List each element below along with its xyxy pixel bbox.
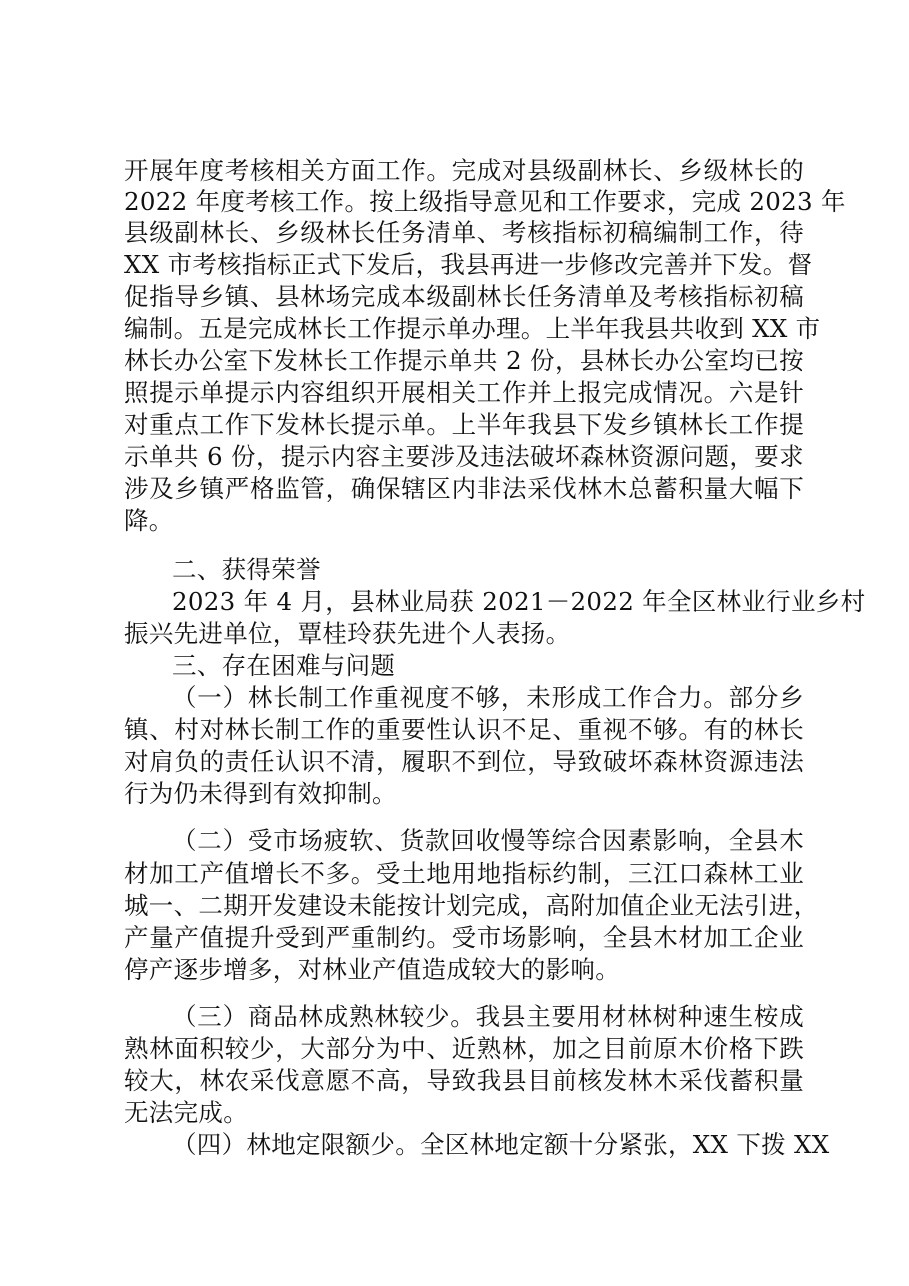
body-line: 县级副林长、乡级林长任务清单、考核指标初稿编制工作，待 — [124, 218, 804, 247]
body-line: 产量产值提升受到严重制约。受市场影响，全县木材加工企业 — [124, 923, 804, 952]
body-line: （二）受市场疲软、货款回收慢等综合因素影响，全县木 — [172, 826, 804, 855]
body-line: 镇、村对林长制工作的重要性认识不足、重视不够。有的林长 — [124, 715, 804, 744]
body-line: 城一、二期开发建设未能按计划完成，高附加值企业无法引进， — [124, 891, 819, 920]
body-line: 较大，林农采伐意愿不高，导致我县目前核发林木采伐蓄积量 — [124, 1066, 804, 1095]
body-line: （四）林地定限额少。全区林地定额十分紧张，XX 下拨 XX — [172, 1130, 830, 1159]
body-line: 无法完成。 — [124, 1098, 248, 1127]
body-line: 行为仍未得到有效抑制。 — [124, 779, 397, 808]
body-line: 振兴先进单位，覃桂玲获先进个人表扬。 — [124, 619, 571, 648]
body-line: 开展年度考核相关方面工作。完成对县级副林长、乡级林长的 — [124, 156, 804, 185]
body-line: 停产逐步增多，对林业产值造成较大的影响。 — [124, 955, 620, 984]
body-line: 2023 年 4 月，县林业局获 2021－2022 年全区林业行业乡村 — [172, 587, 866, 616]
body-line: 涉及乡镇严格监管，确保辖区内非法采伐林木总蓄积量大幅下 — [124, 474, 804, 503]
body-line: 促指导乡镇、县林场完成本级副林长任务清单及考核指标初稿 — [124, 282, 804, 311]
body-line: 林长办公室下发林长工作提示单共 2 份，县林长办公室均已按 — [124, 346, 804, 375]
body-line: 2022 年度考核工作。按上级指导意见和工作要求，完成 2023 年 — [124, 187, 846, 216]
body-line: （一）林长制工作重视度不够，未形成工作合力。部分乡 — [172, 683, 804, 712]
body-line: 熟林面积较少，大部分为中、近熟林，加之目前原木价格下跌 — [124, 1034, 804, 1063]
body-line: XX 市考核指标正式下发后，我县再进一步修改完善并下发。督 — [124, 250, 813, 279]
body-line: 材加工产值增长不多。受土地用地指标约制，三江口森林工业 — [124, 859, 804, 888]
body-line: 示单共 6 份，提示内容主要涉及违法破坏森林资源问题，要求 — [124, 442, 804, 471]
body-line: （三）商品林成熟林较少。我县主要用材林树种速生桉成 — [172, 1002, 804, 1031]
body-line: 编制。五是完成林长工作提示单办理。上半年我县共收到 XX 市 — [124, 314, 821, 343]
body-line: 降。 — [124, 506, 174, 535]
body-line: 照提示单提示内容组织开展相关工作并上报完成情况。六是针 — [124, 378, 804, 407]
body-line: 对重点工作下发林长提示单。上半年我县下发乡镇林长工作提 — [124, 410, 804, 439]
section-heading: 三、存在困难与问题 — [172, 651, 396, 680]
section-heading: 二、获得荣誉 — [172, 555, 321, 584]
body-line: 对肩负的责任认识不清，履职不到位，导致破坏森林资源违法 — [124, 747, 804, 776]
